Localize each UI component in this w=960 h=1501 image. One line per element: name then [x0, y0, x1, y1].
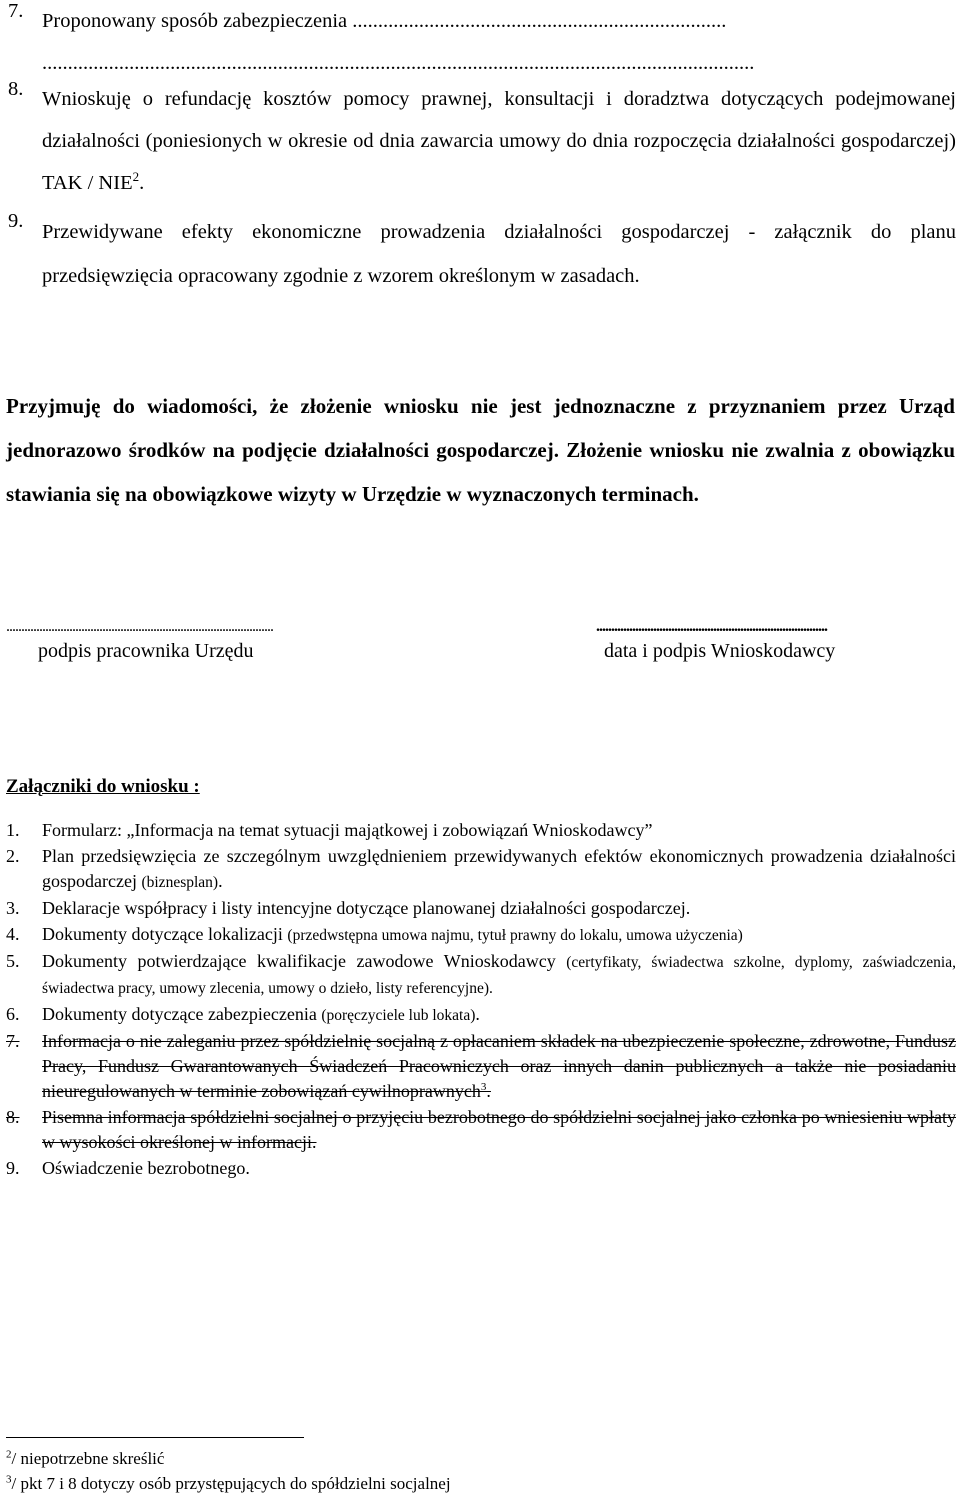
- item-9-text: Przewidywane efekty ekonomiczne prowadzenia działalności gospodarczej - załącznik do planu przedsięwzięcia opracowany zgodnie z wzorem określonym w zasadach.: [42, 221, 956, 287]
- footnote-ref-2: 2: [132, 169, 140, 185]
- attachment-item: 1. Formularz: „Informacja na temat sytuacji majątkowej i zobowiązań Wnioskodawcy”: [6, 820, 653, 840]
- item-8: [8, 78, 956, 204]
- item-7-number: 7.: [8, 0, 24, 22]
- signature-employee-line: .........................................................................................: [6, 618, 273, 635]
- acknowledgement-paragraph: Przyjmuję do wiadomości, że złożenie wniosku nie jest jednoznaczne z przyznaniem przez Urząd jednorazowo środków na podjęcie działalności gospodarczej. Złożenie wniosku nie zwalnia z obowiązku stawiania się na obowiązkowe wizyty w Urzędzie w wyznaczonych terminach.: [6, 394, 955, 506]
- attachment-item-struck: 8. Pisemna informacja spółdzielni socjalnej o przyjęciu bezrobotnego do spółdzielni socjalnej jako członka po wniesieniu wpłaty w wysokości określonej w informacji.: [6, 1107, 956, 1152]
- attachment-item: 5. Dokumenty potwierdzające kwalifikacje zawodowe Wnioskodawcy (certyfikaty, świadectwa szkolne, dyplomy, zaświadczenia, świadectwa pracy, umowy zlecenia, umowy o dzieło, listy referencyjne).: [6, 951, 956, 997]
- signature-applicant-label: data i podpis Wnioskodawcy: [604, 640, 836, 662]
- footnote-divider: [6, 1437, 304, 1438]
- item-8-number: 8.: [8, 78, 24, 100]
- signature-employee-label: podpis pracownika Urzędu: [38, 640, 254, 662]
- item-9-number: 9.: [8, 210, 24, 232]
- footnote-2: $^2$/ niepotrzebne skreślić: [6, 1448, 165, 1468]
- item-9: [8, 210, 956, 298]
- signature-applicant-line: .............................................................................: [596, 618, 827, 635]
- attachments-list: [6, 818, 956, 1182]
- attachment-item-struck: 7. Informacja o nie zaleganiu przez spółdzielnię socjalną z opłacaniem składek na ubezpieczenie społeczne, zdrowotne, Fundusz Pracy, Fundusz Gwarantowanych Świadczeń Pracowniczych oraz innych danin publicznych a także nie posiadaniu nieuregulowanych w terminie zobowiązań cywilnoprawnych$^3$.: [6, 1031, 956, 1101]
- attachment-item: 4. Dokumenty dotyczące lokalizacji (przedwstępna umowa najmu, tytuł prawny do lokalu, umowa użyczenia): [6, 924, 743, 944]
- attachments-heading: Załączniki do wniosku :: [6, 776, 200, 797]
- item-7: [8, 0, 956, 84]
- attachment-item: 6. Dokumenty dotyczące zabezpieczenia (poręczyciele lub lokata).: [6, 1004, 480, 1024]
- attachment-item: 2. Plan przedsięwzięcia ze szczególnym uwzględnieniem przewidywanych efektów ekonomicznych prowadzenia działalności gospodarczej (biznesplan).: [6, 846, 956, 891]
- footnote-ref-3: 3: [480, 1081, 487, 1093]
- footnote-3: $^3$/ pkt 7 i 8 dotyczy osób przystępujących do spółdzielni socjalnej: [6, 1473, 451, 1493]
- item-8-text: Wnioskuję o refundację kosztów pomocy prawnej, konsultacji i doradztwa dotyczących podejmowanej działalności (poniesionych w okresie od dnia zawarcia umowy do dnia rozpoczęcia działalności gospodarczej) TAK / NIE$^2$.: [42, 88, 956, 194]
- attachment-item: 9. Oświadczenie bezrobotnego.: [6, 1158, 250, 1178]
- item-7-text: Proponowany sposób zabezpieczenia ......................................................................... ...........................................................................................................................................: [42, 10, 755, 74]
- attachment-item: 3. Deklaracje współpracy i listy intencyjne dotyczące planowanej działalności gospodarczej.: [6, 898, 691, 918]
